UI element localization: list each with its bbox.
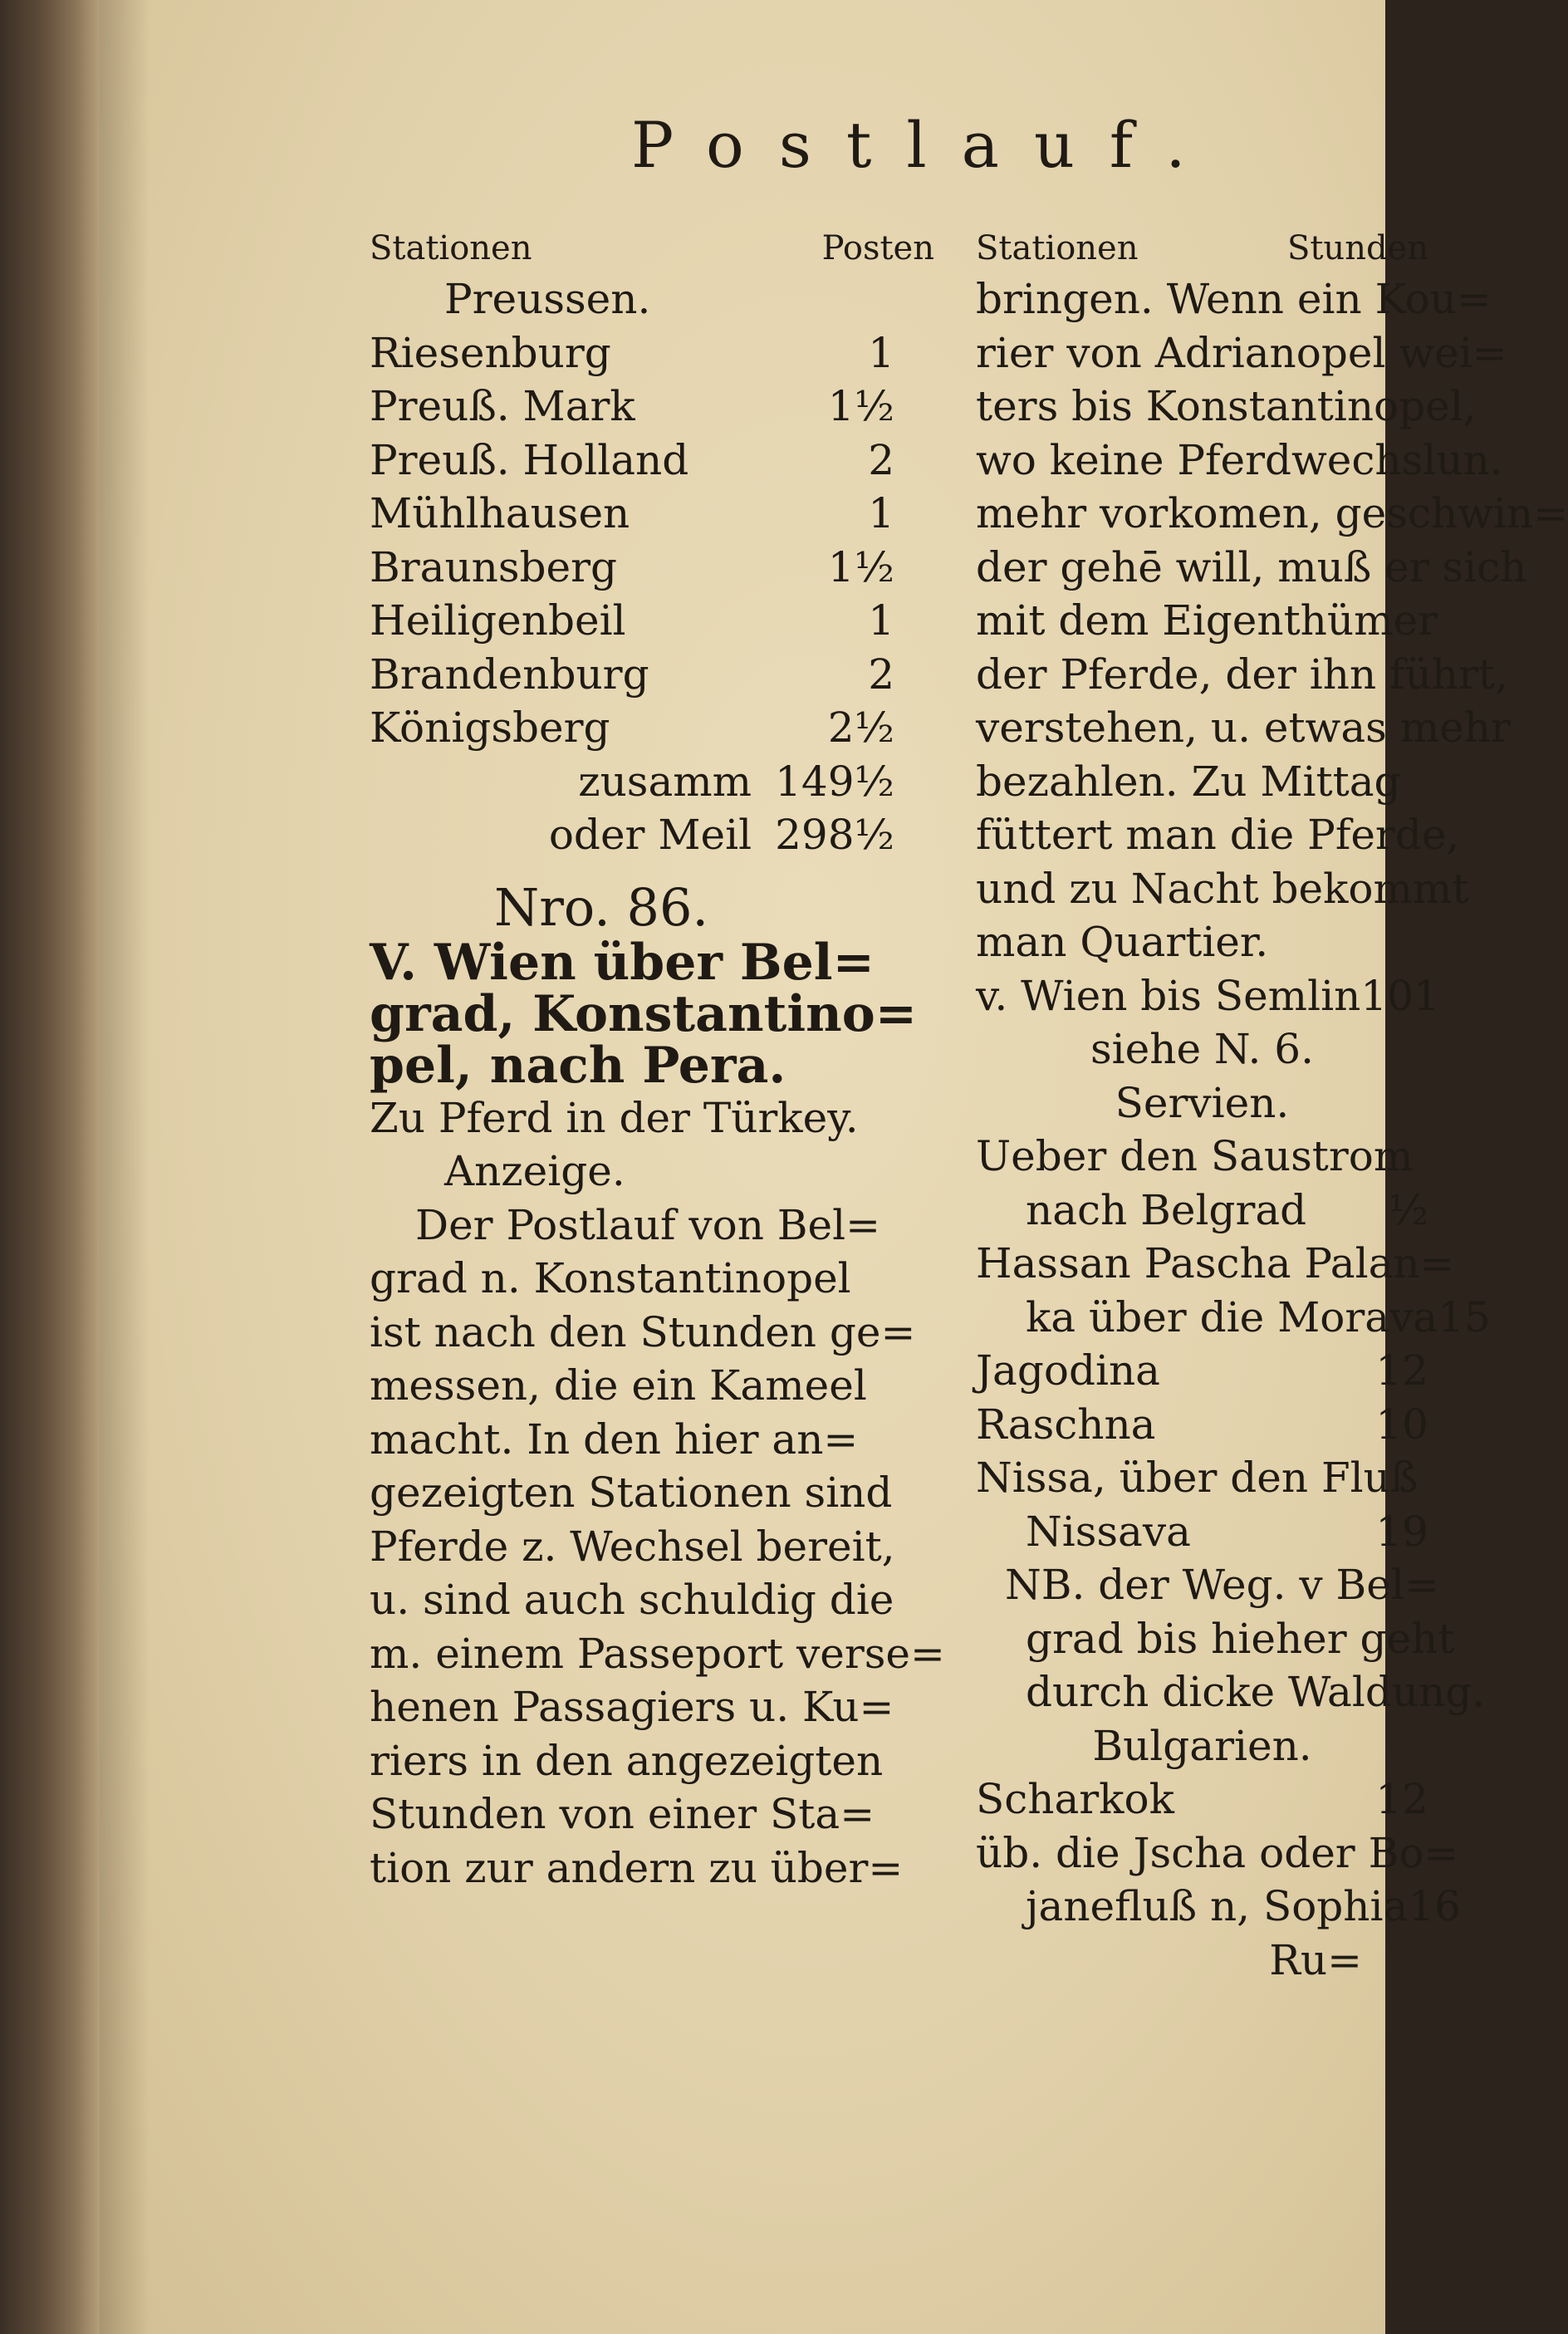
station-value: 2: [868, 650, 894, 699]
station-name: Mühlhausen: [370, 489, 630, 537]
notice-line: mehr vorkomen, geschwin=: [976, 489, 1568, 537]
station-name: Raschna: [976, 1400, 1156, 1449]
notice-line: verstehen, u. etwas mehr: [976, 704, 1511, 752]
station-value: 10: [1375, 1400, 1428, 1449]
notice-line: riers in den angezeigten: [370, 1736, 884, 1785]
notice-line: Pferde z. Wechsel bereit,: [370, 1522, 895, 1571]
station-row: [370, 594, 934, 648]
station-value: 15: [1438, 1292, 1491, 1341]
station-value: 2: [868, 435, 894, 484]
notice-line: bezahlen. Zu Mittag: [976, 757, 1401, 806]
notice-line: füttert man die Pferde,: [976, 811, 1460, 859]
station-row: [976, 1344, 1428, 1398]
nb-line: durch dicke Waldung.: [1026, 1668, 1486, 1716]
station-row: [976, 1130, 1428, 1184]
notice-line: ters bis Konstantinopel,: [976, 382, 1477, 430]
total-value: 149½: [775, 757, 894, 806]
stations-column-head-right: Stationen: [976, 229, 1139, 267]
station-row: [370, 326, 934, 380]
posts-column-head: Posten: [821, 229, 934, 267]
region-heading-bulgarien: Bulgarien.: [1092, 1721, 1312, 1770]
station-name: Königsberg: [370, 704, 610, 752]
notice-line: henen Passagiers u. Ku=: [370, 1683, 894, 1731]
station-row: [976, 1451, 1428, 1505]
page-header: Postlauf.: [631, 108, 1221, 182]
notice-line: macht. In den hier an=: [370, 1415, 859, 1464]
notice-line: und zu Nacht bekommt: [976, 864, 1469, 913]
station-row: [370, 380, 934, 434]
right-column-heads: [976, 224, 1428, 272]
notice-line: grad n. Konstantinopel: [370, 1254, 851, 1302]
route-subtitle: Zu Pferd in der Türkey.: [370, 1093, 859, 1142]
station-name: Hassan Pascha Palan=: [976, 1239, 1455, 1287]
notice-line: mit dem Eigenthümer: [976, 596, 1438, 645]
station-value: 12: [1375, 1346, 1428, 1395]
notice-text: [370, 1199, 945, 1895]
total-row: [370, 755, 934, 809]
station-value: 12: [1375, 1775, 1428, 1823]
nb-note: [976, 1558, 1486, 1719]
station-value: ½: [1388, 1185, 1428, 1234]
station-row: [976, 1880, 1461, 1934]
notice-line: gezeigten Stationen sind: [370, 1469, 893, 1517]
station-name: Brandenburg: [370, 650, 649, 699]
station-name: Ueber den Saustrom: [976, 1132, 1414, 1180]
station-name: Preuß. Holland: [370, 435, 689, 484]
station-value: 1½: [827, 542, 894, 591]
hours-column-head: Stunden: [1286, 229, 1428, 267]
station-name: janefluß n, Sophia: [1026, 1882, 1409, 1930]
station-row: [976, 1291, 1491, 1345]
station-name: nach Belgrad: [1026, 1185, 1307, 1234]
right-notice-text: [976, 272, 1568, 969]
station-value: 2½: [827, 704, 894, 752]
notice-line: messen, die ein Kameel: [370, 1361, 867, 1410]
stations-column-head: Stationen: [370, 229, 532, 267]
notice-title: Anzeige.: [444, 1147, 625, 1195]
route-title-line: V. Wien über Bel=: [370, 933, 875, 992]
station-name: Preuß. Mark: [370, 382, 635, 430]
station-row: [370, 648, 934, 702]
notice-line: tion zur andern zu über=: [370, 1843, 904, 1892]
notice-line: rier von Adrianopel wei=: [976, 328, 1507, 377]
notice-line: u. sind auch schuldig die: [370, 1576, 894, 1624]
station-value: 1: [868, 328, 894, 377]
left-column-heads: [370, 224, 934, 272]
route-number: Nro. 86.: [494, 876, 709, 938]
miles-value: 298½: [775, 811, 894, 859]
bulgarien-station-list: [976, 1773, 1461, 1934]
station-name: Heiligenbeil: [370, 596, 626, 645]
left-column: [370, 224, 945, 1895]
miles-label: oder Meil: [548, 811, 752, 859]
notice-line: ist nach den Stunden ge=: [370, 1307, 916, 1356]
station-name: Riesenburg: [370, 328, 611, 377]
region-heading-preussen: Preussen.: [444, 275, 651, 323]
route-start-value: 101: [1360, 971, 1440, 1020]
servien-station-list: [976, 1130, 1491, 1558]
route-title-line: grad, Konstantino=: [370, 984, 918, 1043]
route-title: [370, 933, 934, 1095]
station-row: [370, 487, 934, 541]
catchword: Ru=: [1269, 1935, 1362, 1984]
station-value: 1: [868, 596, 894, 645]
notice-line: man Quartier.: [976, 918, 1269, 966]
station-name: Braunsberg: [370, 542, 618, 591]
station-value: 1: [868, 489, 894, 537]
notice-line: der gehē will, muß er sich: [976, 542, 1527, 591]
see-note: siehe N. 6.: [1090, 1025, 1314, 1073]
route-start-name: v. Wien bis Semlin: [976, 971, 1361, 1020]
station-row: [370, 701, 934, 755]
station-row: [976, 1773, 1428, 1827]
miles-row: [370, 808, 934, 862]
station-name: Scharkok: [976, 1775, 1174, 1823]
notice-line: Stunden von einer Sta=: [370, 1790, 875, 1838]
station-value: 16: [1408, 1882, 1461, 1930]
left-station-list: [370, 326, 934, 755]
station-value: 19: [1375, 1507, 1428, 1556]
notice-line: wo keine Pferdwechslun.: [976, 435, 1503, 484]
notice-line: Der Postlauf von Bel=: [415, 1200, 881, 1249]
right-column: [976, 224, 1568, 1987]
station-row: [976, 1237, 1455, 1291]
station-value: 1½: [827, 382, 894, 430]
notice-line: der Pferde, der ihn führt,: [976, 650, 1508, 699]
route-start-row: [976, 969, 1440, 1023]
station-name: Nissa, über den Fluß: [976, 1454, 1419, 1502]
station-row: [976, 1398, 1428, 1452]
station-row: [370, 541, 934, 595]
book-page: [100, 0, 1568, 2334]
book-binding-edge: [0, 0, 100, 2334]
total-label: zusamm: [578, 757, 752, 806]
notice-line: m. einem Passeport verse=: [370, 1629, 945, 1678]
station-row: [976, 1184, 1428, 1238]
nb-line: NB. der Weg. v Bel=: [1005, 1561, 1439, 1609]
route-title-line: pel, nach Pera.: [370, 1036, 786, 1095]
station-name: üb. die Jscha oder Bo=: [976, 1828, 1459, 1877]
station-row: [976, 1505, 1428, 1559]
region-heading-servien: Servien.: [1115, 1078, 1290, 1127]
notice-line: bringen. Wenn ein Kou=: [976, 275, 1492, 323]
nb-line: grad bis hieher geht: [1026, 1614, 1455, 1663]
station-row: [976, 1827, 1459, 1880]
station-name: Nissava: [1026, 1507, 1191, 1556]
station-name: Jagodina: [976, 1346, 1160, 1395]
station-row: [370, 434, 934, 488]
station-name: ka über die Morava: [1026, 1292, 1438, 1341]
